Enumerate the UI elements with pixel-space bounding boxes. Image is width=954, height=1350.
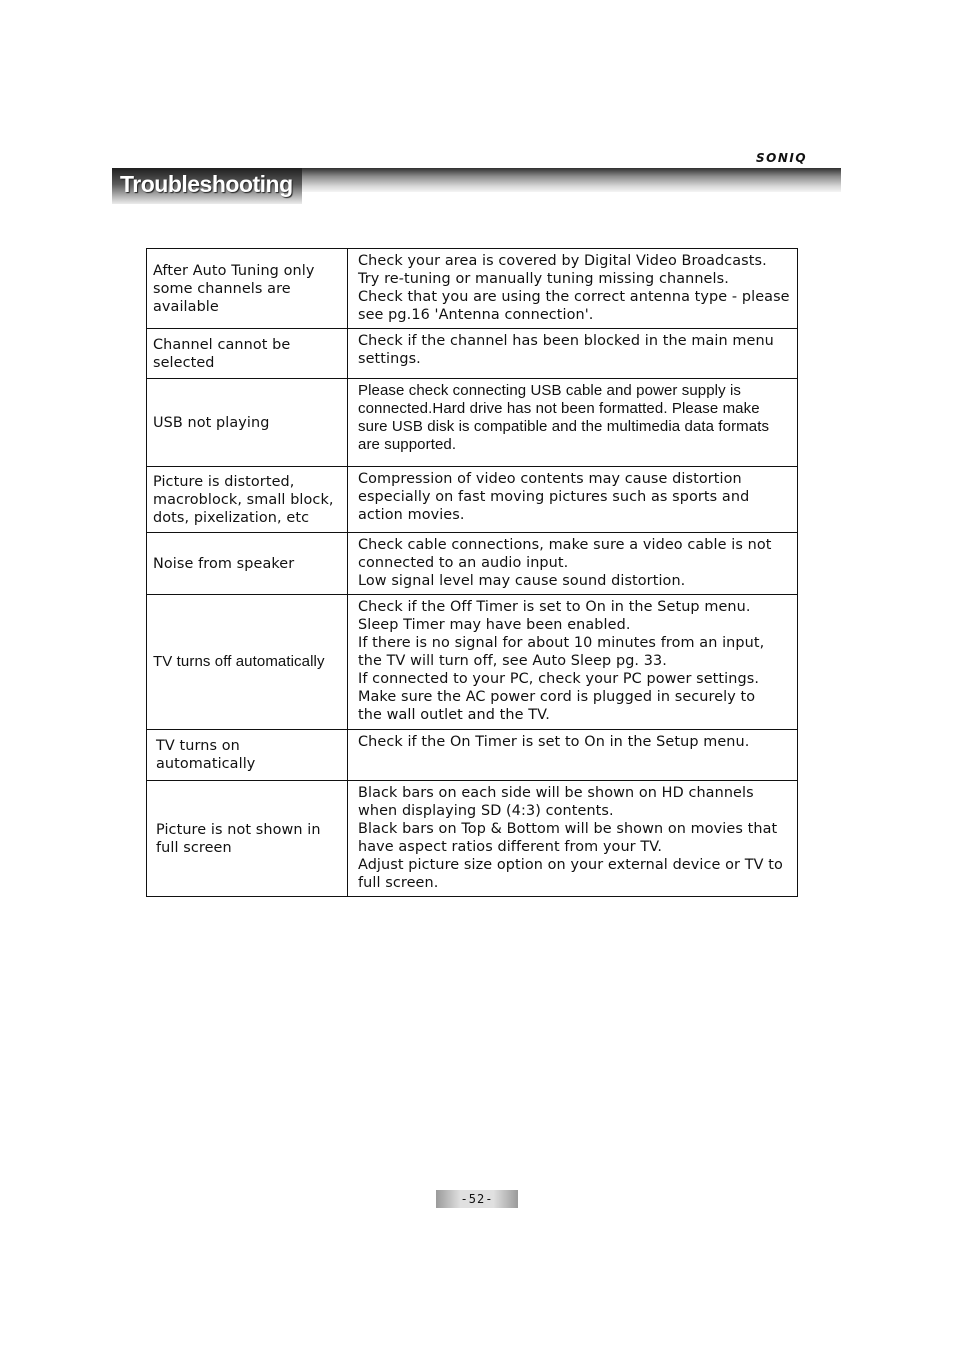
solution-cell — [348, 329, 798, 379]
problem-cell — [147, 249, 348, 329]
table-row — [147, 249, 798, 329]
solution-cell — [348, 467, 798, 533]
problem-text: full screen — [156, 839, 232, 856]
solution-cell — [348, 730, 798, 781]
problem-cell — [147, 730, 348, 781]
solution-text: Check if the channel has been blocked in the main menu — [358, 333, 774, 349]
problem-text: available — [153, 298, 219, 315]
problem-text: Picture is distorted, — [153, 473, 295, 490]
solution-text: Black bars on each side will be shown on HD channels — [358, 785, 754, 801]
problem-cell — [147, 329, 348, 379]
problem-text: dots, pixelization, etc — [153, 509, 310, 526]
solution-text: Make sure the AC power cord is plugged in securely to — [358, 689, 756, 705]
problem-text: macroblock, small block, — [153, 491, 334, 508]
solution-text: Please check connecting USB cable and power supply is — [358, 382, 742, 399]
solution-text: see pg.16 'Antenna connection'. — [358, 307, 594, 323]
table-row — [147, 781, 798, 897]
solution-text: are supported. — [358, 436, 457, 453]
solution-text: action movies. — [358, 507, 465, 523]
problem-text: Channel cannot be — [153, 336, 291, 353]
brand-logo: SONIQ — [756, 151, 808, 165]
solution-cell — [348, 595, 798, 730]
solution-text: when displaying SD (4:3) contents. — [358, 803, 614, 819]
page-title: Troubleshooting — [120, 171, 293, 197]
solution-text: full screen. — [358, 875, 439, 891]
problem-text: selected — [153, 354, 215, 371]
problem-text: automatically — [156, 756, 256, 772]
problem-text: Picture is not shown in — [156, 821, 321, 838]
table-body — [147, 249, 798, 897]
solution-text: Sleep Timer may have been enabled. — [358, 617, 631, 633]
solution-text: Black bars on Top & Bottom will be shown on movies that — [358, 821, 778, 837]
table-row — [147, 595, 798, 730]
problem-cell — [147, 781, 348, 897]
solution-cell — [348, 249, 798, 329]
problem-text: Noise from speaker — [153, 555, 295, 572]
solution-text: Check if the On Timer is set to On in the Setup menu. — [358, 734, 750, 750]
solution-cell — [348, 533, 798, 595]
problem-text: USB not playing — [153, 414, 270, 431]
solution-text: settings. — [358, 351, 421, 367]
solution-text: Compression of video contents may cause distortion — [358, 471, 742, 487]
solution-cell — [348, 379, 798, 467]
problem-cell — [147, 595, 348, 730]
problem-text: After Auto Tuning only — [153, 262, 315, 279]
troubleshooting-table — [146, 248, 798, 897]
problem-cell — [147, 533, 348, 595]
problem-cell — [147, 379, 348, 467]
solution-text: Try re-tuning or manually tuning missing channels. — [358, 271, 729, 287]
problem-text: TV turns off automatically — [153, 653, 325, 670]
solution-text: sure USB disk is compatible and the multimedia data formats — [358, 418, 770, 435]
solution-text: connected to an audio input. — [358, 555, 569, 571]
table-row — [147, 379, 798, 467]
solution-text: Low signal level may cause sound distortion. — [358, 573, 686, 589]
solution-text: If connected to your PC, check your PC power settings. — [358, 671, 759, 687]
solution-text: If there is no signal for about 10 minutes from an input, — [358, 635, 765, 651]
table-row — [147, 730, 798, 781]
solution-text: especially on fast moving pictures such as sports and — [358, 489, 750, 505]
problem-text: some channels are — [153, 280, 291, 297]
page-number: -52- — [436, 1190, 518, 1208]
solution-text: Check your area is covered by Digital Video Broadcasts. — [358, 253, 767, 269]
table-row — [147, 467, 798, 533]
solution-text: Adjust picture size option on your external device or TV to — [358, 857, 783, 873]
solution-text: the TV will turn off, see Auto Sleep pg. 33. — [358, 653, 667, 669]
solution-text: the wall outlet and the TV. — [358, 707, 550, 723]
problem-text: TV turns on — [156, 738, 240, 754]
solution-text: have aspect ratios different from your TV. — [358, 839, 663, 855]
solution-text: Check if the Off Timer is set to On in the Setup menu. — [358, 599, 751, 615]
table-row — [147, 533, 798, 595]
solution-text: Check cable connections, make sure a video cable is not — [358, 537, 772, 553]
solution-cell — [348, 781, 798, 897]
solution-text: connected.Hard drive has not been formatted. Please make — [358, 400, 760, 417]
table-row — [147, 329, 798, 379]
problem-cell — [147, 467, 348, 533]
solution-text: Check that you are using the correct antenna type - please — [358, 289, 790, 305]
